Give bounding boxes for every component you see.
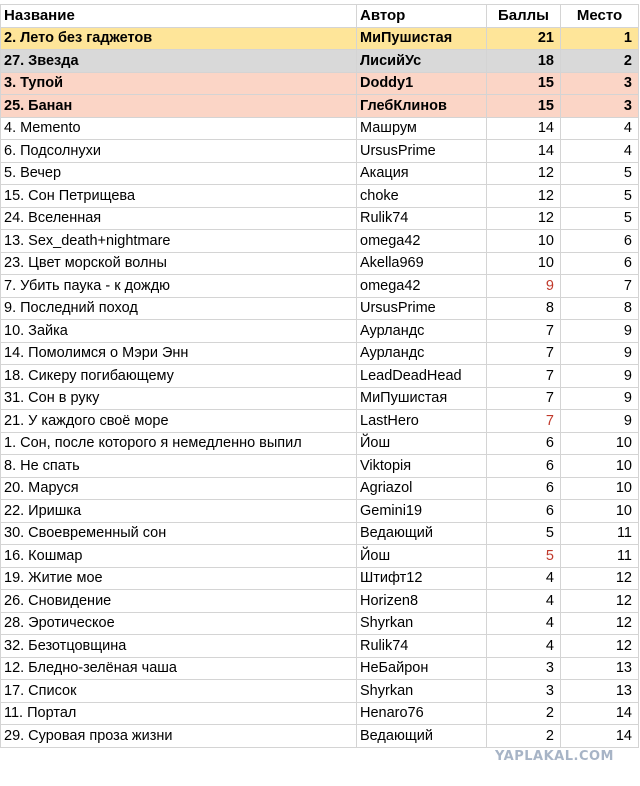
cell-place: 4 — [561, 140, 639, 163]
cell-place: 9 — [561, 365, 639, 388]
cell-place: 10 — [561, 500, 639, 523]
cell-title: 17. Список — [1, 680, 357, 703]
cell-place: 5 — [561, 207, 639, 230]
table-row — [1, 702, 639, 725]
cell-title: 8. Не спать — [1, 455, 357, 478]
cell-author: UrsusPrime — [357, 140, 487, 163]
cell-title: 19. Житие мое — [1, 567, 357, 590]
cell-score: 7 — [487, 320, 561, 343]
cell-place: 7 — [561, 275, 639, 298]
table-row — [1, 365, 639, 388]
cell-place: 8 — [561, 297, 639, 320]
cell-score: 7 — [487, 410, 561, 433]
cell-title: 21. У каждого своё море — [1, 410, 357, 433]
cell-score: 7 — [487, 342, 561, 365]
column-header-title: Название — [1, 5, 357, 28]
column-header-place: Место — [561, 5, 639, 28]
cell-title: 1. Сон, после которого я немедленно выпил — [1, 432, 357, 455]
cell-author: Agriazol — [357, 477, 487, 500]
cell-place: 3 — [561, 95, 639, 118]
table-row — [1, 500, 639, 523]
cell-title: 16. Кошмар — [1, 545, 357, 568]
cell-author: Ведающий — [357, 522, 487, 545]
table-row — [1, 657, 639, 680]
cell-score: 6 — [487, 477, 561, 500]
table-row — [1, 50, 639, 73]
cell-score: 8 — [487, 297, 561, 320]
cell-score: 7 — [487, 365, 561, 388]
table-row — [1, 410, 639, 433]
cell-place: 5 — [561, 185, 639, 208]
cell-score: 15 — [487, 95, 561, 118]
cell-place: 12 — [561, 590, 639, 613]
cell-author: Henaro76 — [357, 702, 487, 725]
cell-author: omega42 — [357, 230, 487, 253]
table-row — [1, 612, 639, 635]
cell-author: Акация — [357, 162, 487, 185]
cell-score: 6 — [487, 432, 561, 455]
cell-place: 9 — [561, 387, 639, 410]
cell-place: 12 — [561, 612, 639, 635]
cell-score: 4 — [487, 612, 561, 635]
table-row — [1, 432, 639, 455]
table-row — [1, 297, 639, 320]
cell-author: UrsusPrime — [357, 297, 487, 320]
cell-place: 1 — [561, 27, 639, 50]
table-row — [1, 72, 639, 95]
cell-author: Rulik74 — [357, 635, 487, 658]
cell-place: 10 — [561, 477, 639, 500]
site-watermark: YAPLAKAL.COM — [495, 749, 614, 764]
cell-place: 10 — [561, 455, 639, 478]
table-row — [1, 477, 639, 500]
cell-title: 11. Портал — [1, 702, 357, 725]
cell-title: 2. Лето без гаджетов — [1, 27, 357, 50]
cell-title: 24. Вселенная — [1, 207, 357, 230]
cell-title: 6. Подсолнухи — [1, 140, 357, 163]
header-row — [1, 5, 639, 28]
table-row — [1, 27, 639, 50]
cell-score: 3 — [487, 657, 561, 680]
cell-title: 26. Сновидение — [1, 590, 357, 613]
table-row — [1, 117, 639, 140]
cell-author: Ведающий — [357, 725, 487, 748]
cell-author: Аурландс — [357, 342, 487, 365]
cell-place: 9 — [561, 320, 639, 343]
cell-place: 9 — [561, 410, 639, 433]
cell-score: 10 — [487, 252, 561, 275]
cell-score: 21 — [487, 27, 561, 50]
table-row — [1, 387, 639, 410]
cell-score: 18 — [487, 50, 561, 73]
cell-place: 6 — [561, 230, 639, 253]
cell-score: 15 — [487, 72, 561, 95]
cell-author: МиПушистая — [357, 27, 487, 50]
cell-score: 4 — [487, 635, 561, 658]
cell-author: Gemini19 — [357, 500, 487, 523]
cell-score: 14 — [487, 140, 561, 163]
table-row — [1, 567, 639, 590]
cell-author: Doddy1 — [357, 72, 487, 95]
table-row — [1, 275, 639, 298]
table-row — [1, 522, 639, 545]
cell-place: 14 — [561, 725, 639, 748]
cell-author: LastHero — [357, 410, 487, 433]
cell-author: Shyrkan — [357, 680, 487, 703]
table-row — [1, 635, 639, 658]
cell-author: Shyrkan — [357, 612, 487, 635]
cell-score: 14 — [487, 117, 561, 140]
column-header-score: Баллы — [487, 5, 561, 28]
cell-author: ЛисийУс — [357, 50, 487, 73]
cell-title: 10. Зайка — [1, 320, 357, 343]
cell-title: 22. Иришка — [1, 500, 357, 523]
cell-place: 5 — [561, 162, 639, 185]
cell-score: 10 — [487, 230, 561, 253]
table-row — [1, 230, 639, 253]
cell-score: 4 — [487, 567, 561, 590]
cell-author: НеБайрон — [357, 657, 487, 680]
cell-title: 3. Тупой — [1, 72, 357, 95]
cell-author: Машрум — [357, 117, 487, 140]
cell-title: 15. Сон Петрищева — [1, 185, 357, 208]
cell-title: 23. Цвет морской волны — [1, 252, 357, 275]
cell-score: 12 — [487, 185, 561, 208]
cell-score: 6 — [487, 500, 561, 523]
cell-place: 13 — [561, 680, 639, 703]
table-row — [1, 185, 639, 208]
cell-author: Horizen8 — [357, 590, 487, 613]
cell-score: 2 — [487, 702, 561, 725]
cell-author: omega42 — [357, 275, 487, 298]
cell-score: 5 — [487, 522, 561, 545]
cell-score: 7 — [487, 387, 561, 410]
cell-title: 14. Помолимся о Мэри Энн — [1, 342, 357, 365]
cell-score: 9 — [487, 275, 561, 298]
column-header-author: Автор — [357, 5, 487, 28]
cell-place: 2 — [561, 50, 639, 73]
table-row — [1, 207, 639, 230]
cell-score: 12 — [487, 162, 561, 185]
table-row — [1, 162, 639, 185]
cell-author: Штифт12 — [357, 567, 487, 590]
cell-title: 32. Безотцовщина — [1, 635, 357, 658]
cell-place: 14 — [561, 702, 639, 725]
cell-author: МиПушистая — [357, 387, 487, 410]
cell-author: LeadDeadHead — [357, 365, 487, 388]
table-row — [1, 342, 639, 365]
table-row — [1, 725, 639, 748]
cell-place: 12 — [561, 567, 639, 590]
cell-author: ГлебКлинов — [357, 95, 487, 118]
cell-score: 6 — [487, 455, 561, 478]
table-row — [1, 545, 639, 568]
cell-title: 12. Бледно-зелёная чаша — [1, 657, 357, 680]
cell-score: 4 — [487, 590, 561, 613]
cell-place: 11 — [561, 545, 639, 568]
cell-author: choke — [357, 185, 487, 208]
table-row — [1, 680, 639, 703]
cell-title: 9. Последний поход — [1, 297, 357, 320]
results-table — [0, 4, 639, 748]
table-row — [1, 95, 639, 118]
cell-title: 27. Звезда — [1, 50, 357, 73]
cell-title: 31. Сон в руку — [1, 387, 357, 410]
cell-author: Йош — [357, 432, 487, 455]
cell-score: 12 — [487, 207, 561, 230]
cell-author: Йош — [357, 545, 487, 568]
cell-place: 4 — [561, 117, 639, 140]
cell-title: 30. Своевременный сон — [1, 522, 357, 545]
table-row — [1, 320, 639, 343]
cell-title: 28. Эротическое — [1, 612, 357, 635]
cell-author: Viktopія — [357, 455, 487, 478]
table-row — [1, 252, 639, 275]
cell-title: 25. Банан — [1, 95, 357, 118]
cell-title: 7. Убить паука - к дождю — [1, 275, 357, 298]
cell-place: 3 — [561, 72, 639, 95]
cell-score: 5 — [487, 545, 561, 568]
cell-title: 4. Memento — [1, 117, 357, 140]
cell-title: 20. Маруся — [1, 477, 357, 500]
table-row — [1, 455, 639, 478]
cell-place: 12 — [561, 635, 639, 658]
cell-author: Rulik74 — [357, 207, 487, 230]
cell-place: 13 — [561, 657, 639, 680]
cell-score: 2 — [487, 725, 561, 748]
cell-title: 5. Вечер — [1, 162, 357, 185]
table-body — [1, 27, 639, 747]
table-row — [1, 140, 639, 163]
cell-score: 3 — [487, 680, 561, 703]
cell-title: 29. Суровая проза жизни — [1, 725, 357, 748]
table-row — [1, 590, 639, 613]
cell-title: 18. Сикеру погибающему — [1, 365, 357, 388]
cell-author: Akella969 — [357, 252, 487, 275]
cell-place: 9 — [561, 342, 639, 365]
cell-place: 6 — [561, 252, 639, 275]
cell-place: 11 — [561, 522, 639, 545]
cell-author: Аурландс — [357, 320, 487, 343]
cell-place: 10 — [561, 432, 639, 455]
cell-title: 13. Sex_death+nightmare — [1, 230, 357, 253]
